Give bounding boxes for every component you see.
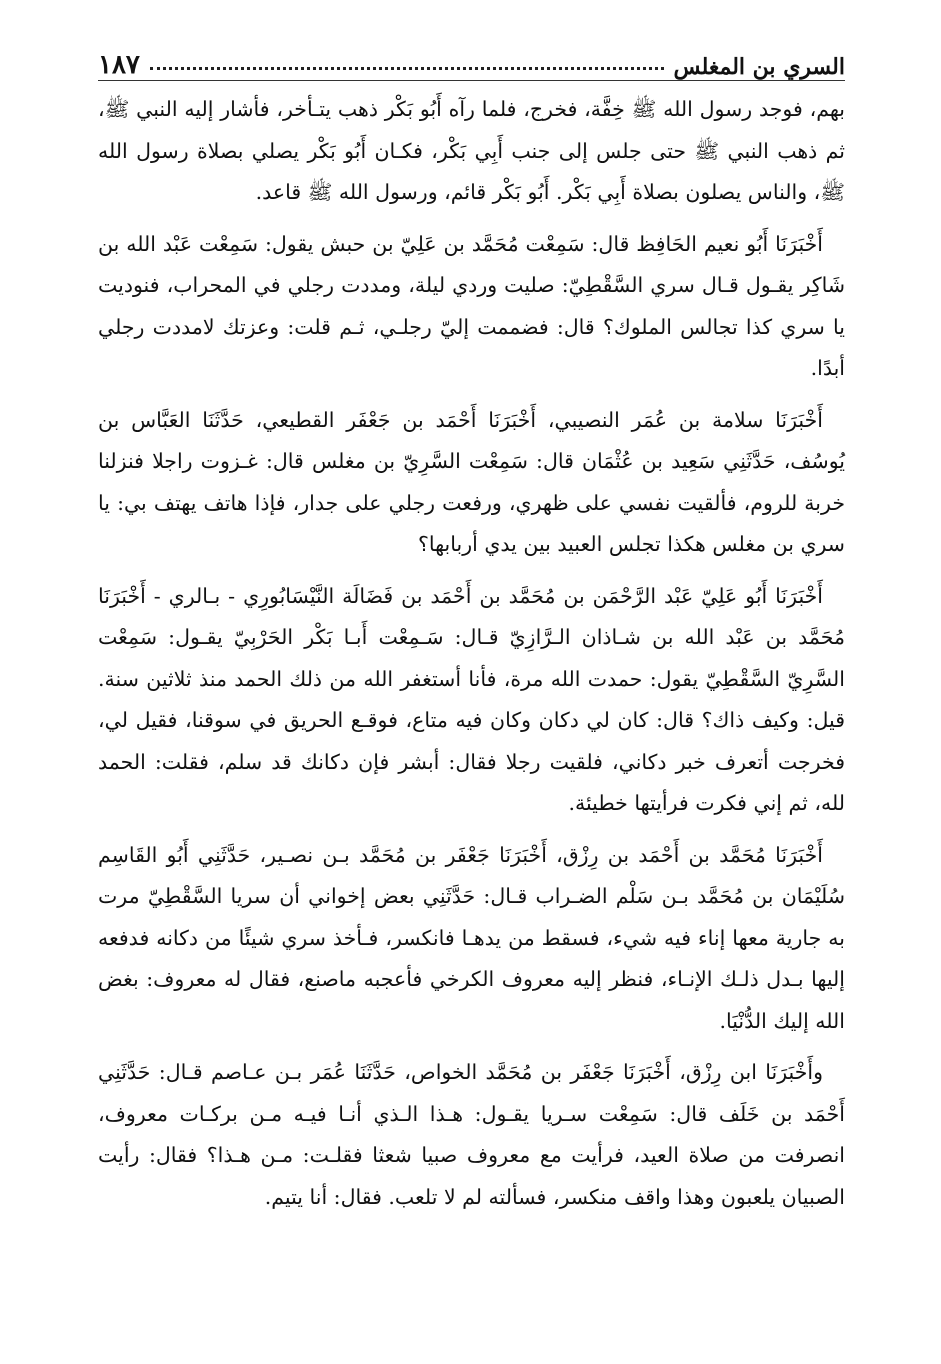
paragraph: وأَخْبَرَنَا ابن رِزْق، أَخْبَرَنَا جَعْفَر بن مُحَمَّد الخواص، حَدَّثَنَا عُمَر بـن عـاصم قـال: حَدَّثَنِي أَحْمَد بن خَلَف قال: سَمِعْت سـريا يقـول: هـذا الـذي أنـا فيـه مـن بركـات معروف، انصرفت من صلاة العيد، فرأيت مع معروف صبيا شعثا فقلـت: مـن هـذا؟ فقال: رأيت الصبيان يلعبون وهذا واقف منكسر، فسألته لم لا تلعب. فقال: أنا يتيم.: [98, 1060, 845, 1209]
page-header: [98, 36, 845, 81]
page-number: ١٨٧: [98, 50, 140, 80]
body-text: [98, 89, 845, 1218]
paragraph: أَخْبَرَنَا مُحَمَّد بن أَحْمَد بن رِزْق، أَخْبَرَنَا جَعْفَر بن مُحَمَّد بـن نصـير، حَدَّثَنِي أَبُو القَاسِم سُلَيْمَان بن مُحَمَّد بـن سَلْم الضـراب قـال: حَدَّثَنِي بعض إخواني أن سريا السَّقْطِيّ مرت به جارية معها إناء فيه شيء، فسقط من يدهـا فانكسر، فـأخذ سري شيئًا من دكانه فدفعه إليها بـدل ذلـك الإنـاء، فنظر إليه معروف الكرخي فأعجبه ماصنع، فقال له معروف: بغض الله إليك الدُّنْيَا.: [98, 842, 845, 1033]
paragraph: أَخْبَرَنَا أَبُو عَلِيّ عَبْد الرَّحْمَن بن مُحَمَّد بن أَحْمَد بن فَضَالَة النَّيْسَابُورِي - بـالري - أَخْبَرَنَا مُحَمَّد بن عَبْد الله بن شـاذان الـرَّازِيّ قـال: سَـمِعْت أَبـا بَكْر الحَرْبِيّ يقـول: سَمِعْت السَّرِيّ السَّقْطِيّ يقول: حمدت الله مرة، فأنا أستغفر الله من ذلك الحمد منذ ثلاثين سنة. قيل: وكيف ذاك؟ قال: كان لي دكان وكان فيه متاع، فوقـع الحريق في سوقنا، فقيل لي، فخرجت أتعرف خبر دكاني، فلقيت رجلا فقال: أبشر فإن دكانك قد سلم، فقلت: الحمد لله، ثم إني فكرت فرأيتها خطيئة.: [98, 583, 845, 815]
paragraph: أَخْبَرَنَا سلامة بن عُمَر النصيبي، أَخْبَرَنَا أَحْمَد بن جَعْفَر القطيعي، حَدَّثَنَا العَبَّاس بن يُوسُف، حَدَّثَنِي سَعِيد بن عُثْمَان قال: سَمِعْت السَّرِيّ بن مغلس قال: غـزوت راجلا فنزلنا خربة للروم، فألقيت نفسي على ظهري، ورفعت رجلي على جدار، فإذا هاتف يهتف بي: يا سري بن مغلس هكذا تجلس العبيد بين يدي أربابها؟: [98, 407, 846, 556]
paragraph: بهم، فوجد رسول الله ﷺ خِفَّة، فخرج، فلما رآه أَبُو بَكْر ذهب يتـأخر، فأشار إليه النبي ﷺ، ثم ذهب النبي ﷺ حتى جلس إلى جنب أَبِي بَكْر، فكـان أَبُو بَكْر يصلي بصلاة رسول الله ﷺ، والناس يصلون بصلاة أَبِي بَكْر. أَبُو بَكْر قائم، ورسول الله ﷺ قاعد.: [98, 97, 845, 204]
running-title: السري بن المغلس: [673, 54, 845, 80]
dotted-leader: [150, 67, 664, 70]
paragraph: أَخْبَرَنَا أَبُو نعيم الحَافِظ قال: سَمِعْت مُحَمَّد بن عَلِيّ بن حبش يقول: سَمِعْت عَبْد الله بن شَاكِر يقـول قـال سري السَّقْطِيّ: صليت وردي ليلة، ومددت رجلي في المحراب، فنوديت يا سري كذا تجالس الملوك؟ قال: فضممت إليّ رجلـي، ثـم قلت: وعزتك لامددت رجلي أبدًا.: [98, 231, 845, 380]
